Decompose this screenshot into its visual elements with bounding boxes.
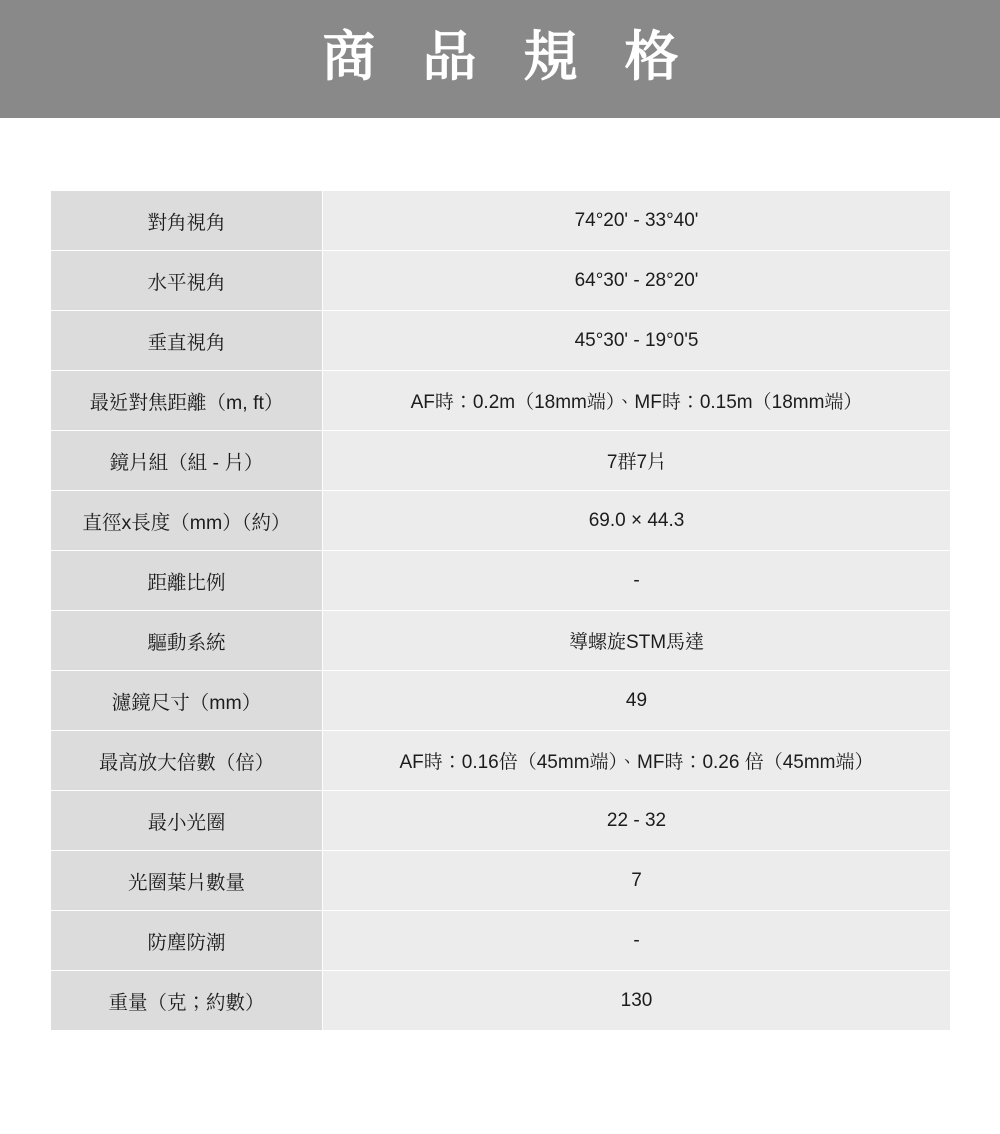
spec-table-container — [0, 118, 1000, 1031]
table-row — [51, 551, 951, 611]
spec-value: 45°30' - 19°0'5 — [323, 311, 951, 371]
spec-value: 74°20' - 33°40' — [323, 191, 951, 251]
spec-value: - — [323, 551, 951, 611]
table-row — [51, 371, 951, 431]
table-row — [51, 851, 951, 911]
table-row — [51, 671, 951, 731]
spec-label: 距離比例 — [51, 551, 323, 611]
spec-value: AF時：0.16倍（45mm端）、MF時：0.26 倍（45mm端） — [323, 731, 951, 791]
table-row — [51, 791, 951, 851]
spec-label: 最近對焦距離（m, ft） — [51, 371, 323, 431]
spec-value: 導螺旋STM馬達 — [323, 611, 951, 671]
spec-value: 22 - 32 — [323, 791, 951, 851]
spec-label: 對角視角 — [51, 191, 323, 251]
table-row — [51, 731, 951, 791]
spec-label: 水平視角 — [51, 251, 323, 311]
spec-value: - — [323, 911, 951, 971]
table-row — [51, 191, 951, 251]
spec-value: 69.0 × 44.3 — [323, 491, 951, 551]
page-header-band — [0, 0, 1000, 118]
spec-table-body — [51, 191, 951, 1031]
table-row — [51, 311, 951, 371]
spec-label: 直徑x長度（mm）（約） — [51, 491, 323, 551]
spec-label: 防塵防潮 — [51, 911, 323, 971]
spec-label: 最小光圈 — [51, 791, 323, 851]
spec-table — [50, 190, 951, 1031]
spec-value: 130 — [323, 971, 951, 1031]
table-row — [51, 431, 951, 491]
table-row — [51, 971, 951, 1031]
spec-value: 64°30' - 28°20' — [323, 251, 951, 311]
spec-label: 鏡片組（組 - 片） — [51, 431, 323, 491]
spec-value: AF時：0.2m（18mm端）、MF時：0.15m（18mm端） — [323, 371, 951, 431]
spec-label: 最高放大倍數（倍） — [51, 731, 323, 791]
page-title: 商 品 規 格 — [321, 27, 695, 87]
spec-value: 49 — [323, 671, 951, 731]
spec-value: 7群7片 — [323, 431, 951, 491]
table-row — [51, 911, 951, 971]
spec-value: 7 — [323, 851, 951, 911]
spec-label: 光圈葉片數量 — [51, 851, 323, 911]
spec-label: 濾鏡尺寸（mm） — [51, 671, 323, 731]
spec-label: 重量（克；約數） — [51, 971, 323, 1031]
spec-label: 垂直視角 — [51, 311, 323, 371]
spec-label: 驅動系統 — [51, 611, 323, 671]
table-row — [51, 491, 951, 551]
table-row — [51, 251, 951, 311]
table-row — [51, 611, 951, 671]
